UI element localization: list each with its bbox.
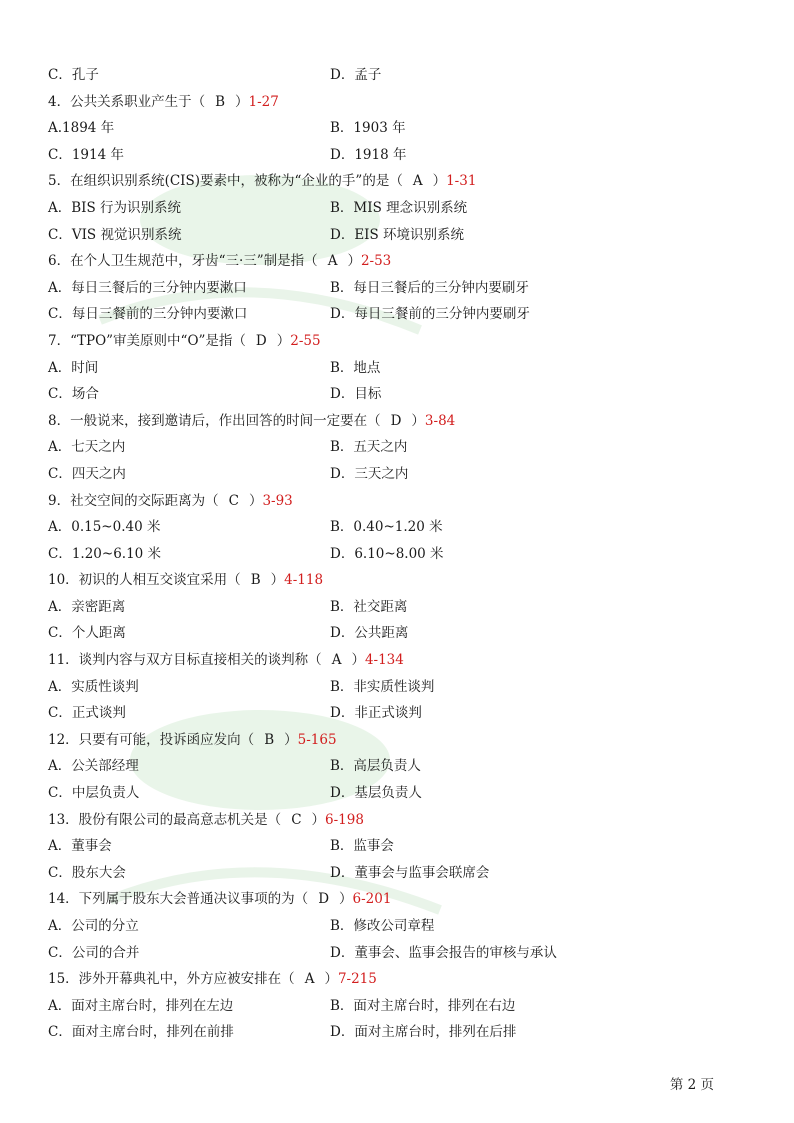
option: C．个人距离 (48, 625, 126, 642)
lead-options-row (0, 62, 794, 89)
option: C．中层负责人 (48, 785, 140, 802)
reference-code: 1-27 (248, 93, 279, 110)
option: B．五天之内 (330, 439, 408, 456)
close-paren: ） (432, 173, 447, 190)
question-text: 13．股份有限公司的最高意志机关是（ (48, 811, 282, 828)
options-row (0, 514, 794, 541)
option: C．1.20~6.10 米 (48, 545, 162, 562)
options-row (0, 940, 794, 967)
option: B．MIS 理念识别系统 (330, 199, 468, 216)
question-stem (0, 89, 794, 116)
option: D．公共距离 (330, 625, 409, 642)
answer-letter: A (412, 173, 423, 190)
reference-code: 7-215 (337, 971, 377, 988)
option: A．每日三餐后的三分钟内要漱口 (48, 279, 247, 296)
close-paren: ） (248, 492, 263, 509)
options-row (0, 115, 794, 142)
option: A．面对主席台时，排列在左边 (48, 997, 234, 1014)
question-stem (0, 727, 794, 754)
options-row (0, 833, 794, 860)
options-row (0, 541, 794, 568)
option: B．非实质性谈判 (330, 678, 435, 695)
option: B．修改公司章程 (330, 918, 435, 934)
option: D．基层负责人 (330, 785, 422, 802)
options-row (0, 381, 794, 408)
close-paren: ） (351, 652, 365, 669)
option: D．目标 (330, 386, 382, 403)
question-stem (0, 807, 794, 834)
close-paren: ） (339, 891, 353, 908)
option: D．董事会与监事会联席会 (330, 864, 490, 881)
option: B．每日三餐后的三分钟内要刷牙 (330, 279, 529, 296)
answer-letter: A (304, 971, 315, 988)
option: D．三天之内 (330, 465, 409, 482)
close-paren: ） (235, 93, 249, 110)
question-list (0, 89, 794, 1046)
answer-letter: C (291, 811, 302, 828)
question-text: 9．社交空间的交际距离为（ (48, 492, 219, 509)
option: B．0.40~1.20 米 (330, 519, 443, 536)
question-stem (0, 567, 794, 594)
reference-code: 4-118 (284, 572, 324, 589)
option: C．公司的合并 (48, 944, 140, 961)
options-row (0, 594, 794, 621)
question-stem (0, 886, 794, 913)
question-sheet (0, 62, 794, 1046)
option: D．EIS 环境识别系统 (330, 226, 465, 243)
answer-letter: B (250, 572, 261, 589)
answer-letter: D (390, 412, 402, 429)
question-text: 5．在组织识别系统(CIS)要素中，被称为“企业的手”的是（ (48, 173, 403, 190)
options-row (0, 195, 794, 222)
question-text: 6．在个人卫生规范中，牙齿“三·三”制是指（ (48, 253, 318, 270)
option: C．面对主席台时，排列在前排 (48, 1024, 234, 1041)
reference-code: 2-55 (290, 332, 321, 349)
options-row (0, 780, 794, 807)
close-paren: ） (347, 253, 361, 270)
option: C．VIS 视觉识别系统 (48, 226, 182, 243)
close-paren: ） (411, 412, 425, 429)
question-stem (0, 488, 794, 515)
options-row (0, 434, 794, 461)
option: B．社交距离 (330, 598, 408, 615)
close-paren: ） (311, 811, 326, 828)
options-row (0, 301, 794, 328)
reference-code: 1-31 (446, 173, 477, 190)
options-row (0, 753, 794, 780)
option: C．场合 (48, 386, 99, 403)
option: D．1918 年 (330, 146, 407, 163)
option: B．面对主席台时，排列在右边 (330, 997, 516, 1014)
option: B．高层负责人 (330, 758, 421, 775)
option: A．0.15~0.40 米 (48, 519, 161, 536)
question-stem (0, 647, 794, 674)
answer-letter: B (264, 731, 275, 748)
option: A．BIS 行为识别系统 (48, 199, 182, 216)
option: A．公关部经理 (48, 758, 139, 775)
option: B．地点 (330, 359, 381, 376)
reference-code: 5-165 (297, 731, 337, 748)
reference-code: 3-93 (262, 492, 293, 509)
close-paren: ） (284, 731, 298, 748)
question-text: 4．公共关系职业产生于（ (48, 93, 206, 110)
option: B．1903 年 (330, 120, 406, 137)
close-paren: ） (276, 332, 291, 349)
option: C．正式谈判 (48, 705, 126, 722)
option: A．公司的分立 (48, 918, 139, 934)
option: A．实质性谈判 (48, 678, 139, 695)
option: A.1894 年 (48, 120, 115, 137)
page-number: 第 2 页 (669, 1077, 714, 1093)
question-text: 7．“TPO”审美原则中“O”是指（ (48, 332, 246, 349)
option: A．七天之内 (48, 439, 126, 456)
option: A．董事会 (48, 838, 112, 855)
reference-code: 3-84 (424, 412, 456, 429)
answer-letter: A (327, 253, 338, 270)
question-stem (0, 408, 794, 435)
options-row (0, 222, 794, 249)
question-text: 11．谈判内容与双方目标直接相关的谈判称（ (48, 652, 322, 669)
question-text: 12．只要有可能，投诉函应发向（ (48, 731, 255, 748)
option: D．董事会、监事会报告的审核与承认 (330, 944, 557, 961)
close-paren: ） (270, 572, 285, 589)
close-paren: ） (324, 971, 338, 988)
option: D．每日三餐前的三分钟内要刷牙 (330, 306, 530, 323)
option-c: C．孔子 (48, 67, 99, 83)
option: D．非正式谈判 (330, 705, 422, 722)
options-row (0, 355, 794, 382)
answer-letter: D (255, 332, 267, 349)
option: C．股东大会 (48, 864, 126, 881)
option: C．四天之内 (48, 465, 126, 482)
option: C．1914 年 (48, 146, 124, 163)
answer-letter: A (331, 652, 342, 669)
question-stem (0, 966, 794, 993)
reference-code: 6-198 (325, 811, 364, 828)
question-text: 14．下列属于股东大会普通决议事项的为（ (48, 891, 309, 908)
options-row (0, 913, 794, 940)
answer-letter: C (228, 492, 239, 509)
options-row (0, 993, 794, 1020)
answer-letter: B (215, 93, 226, 110)
reference-code: 6-201 (352, 891, 392, 908)
options-row (0, 142, 794, 169)
options-row (0, 860, 794, 887)
reference-code: 4-134 (364, 652, 404, 669)
answer-letter: D (318, 891, 330, 908)
options-row (0, 1019, 794, 1046)
option: B．监事会 (330, 838, 394, 855)
question-stem (0, 248, 794, 275)
options-row (0, 461, 794, 488)
option: D．6.10~8.00 米 (330, 545, 444, 562)
options-row (0, 275, 794, 302)
option: A．时间 (48, 359, 99, 376)
question-stem (0, 168, 794, 195)
option-d: D．孟子 (330, 67, 382, 83)
question-text: 10．初识的人相互交谈宜采用（ (48, 572, 241, 589)
option: D．面对主席台时，排列在后排 (330, 1024, 517, 1041)
question-text: 8．一般说来，接到邀请后，作出回答的时间一定要在（ (48, 412, 381, 429)
option: C．每日三餐前的三分钟内要漱口 (48, 306, 248, 323)
options-row (0, 700, 794, 727)
question-text: 15．涉外开幕典礼中，外方应被安排在（ (48, 971, 295, 988)
option: A．亲密距离 (48, 598, 126, 615)
reference-code: 2-53 (360, 253, 392, 270)
options-row (0, 620, 794, 647)
options-row (0, 674, 794, 701)
question-stem (0, 328, 794, 355)
